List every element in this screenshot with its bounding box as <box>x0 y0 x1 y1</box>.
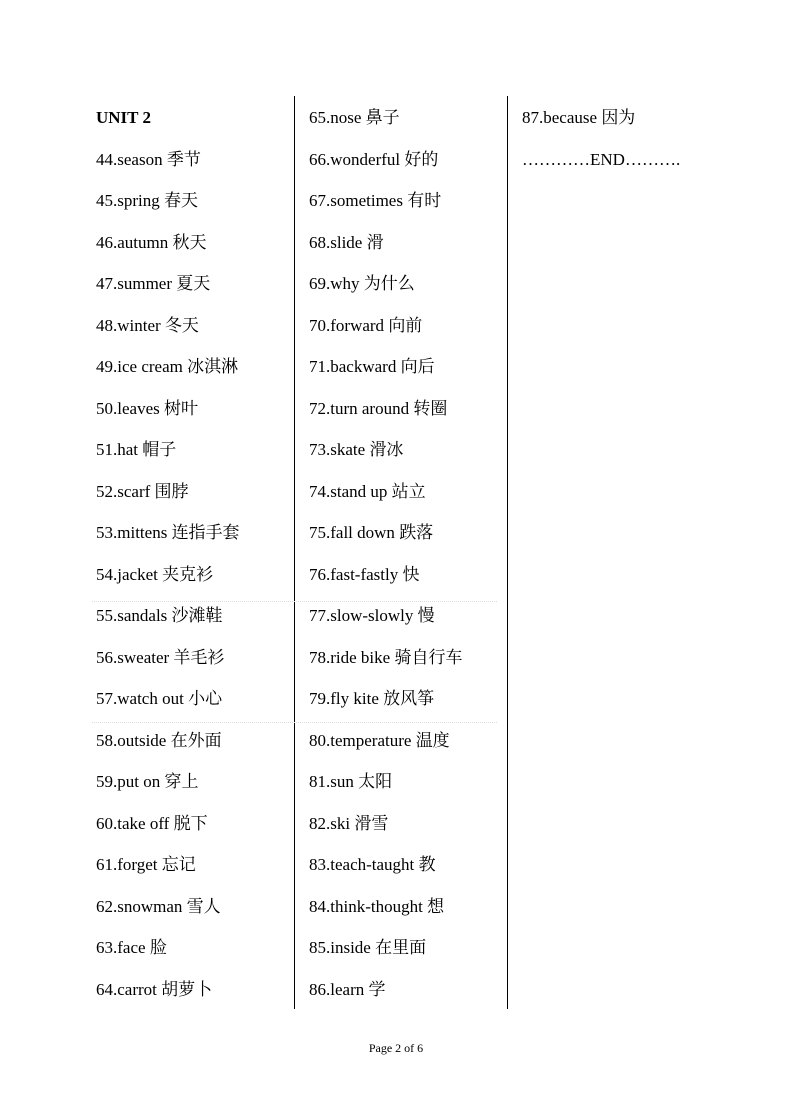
vocab-translation: 太阳 <box>358 772 393 792</box>
vocab-entry <box>96 314 199 338</box>
vocab-word: 82.ski <box>309 813 351 833</box>
vocab-column-1 <box>96 96 292 1009</box>
vocab-translation: 小心 <box>188 689 223 709</box>
vocab-translation: 雪人 <box>186 896 221 917</box>
vocab-word: 71.backward <box>309 357 397 376</box>
vocab-translation: 连指手套 <box>171 523 240 543</box>
vocab-word: 57.watch out <box>96 689 184 708</box>
unit-heading: UNIT 2 <box>96 108 151 127</box>
vocab-entry <box>309 189 441 213</box>
vocab-word: 52.scarf <box>96 481 151 501</box>
vocab-translation: 围脖 <box>154 481 189 502</box>
vocab-translation: 夹克衫 <box>162 564 214 585</box>
vocab-translation: 为什么 <box>363 274 415 294</box>
vocab-entry <box>96 397 198 421</box>
vocab-word: 77.slow-slowly <box>309 606 414 625</box>
vocab-word: 85.inside <box>309 938 371 957</box>
vocab-entry <box>96 729 222 753</box>
vocab-entry <box>96 687 222 711</box>
vocab-word: 73.skate <box>309 440 366 459</box>
vocab-entry <box>309 978 385 1002</box>
vocab-translation: 春天 <box>164 191 198 211</box>
vocab-word: 48.winter <box>96 315 161 335</box>
vocab-column-2 <box>309 96 505 1009</box>
vocab-translation: 在外面 <box>170 730 222 751</box>
vocab-translation: 温度 <box>415 730 450 751</box>
vocab-entry <box>309 272 415 296</box>
vocab-entry <box>96 521 240 545</box>
vocab-translation: 转圈 <box>413 398 448 419</box>
vocab-entry <box>309 148 438 172</box>
vocab-translation: 慢 <box>417 606 435 626</box>
vocab-entry <box>309 646 462 670</box>
vocab-translation: 放风筝 <box>383 689 435 709</box>
vocab-word: 55.sandals <box>96 606 168 625</box>
vocab-translation: 滑冰 <box>369 440 404 460</box>
vocab-translation: 有时 <box>407 191 442 211</box>
vocab-entry <box>309 397 447 421</box>
vocab-entry <box>309 812 388 836</box>
vocab-translation: 教 <box>418 855 436 875</box>
vocab-column-3 <box>522 96 742 1009</box>
end-marker: …………END………. <box>522 149 681 169</box>
vocab-entry <box>309 480 426 504</box>
vocab-word: 84.think-thought <box>309 896 423 916</box>
vocab-entry <box>309 936 426 960</box>
vocab-word: 49.ice cream <box>96 357 183 376</box>
vocab-entry <box>96 480 189 504</box>
vocab-entry <box>309 314 422 338</box>
vocab-entry <box>96 189 198 213</box>
vocab-word: 67.sometimes <box>309 191 403 210</box>
vocab-entry <box>309 895 444 919</box>
vocab-translation: 在里面 <box>375 938 427 958</box>
vocab-translation: 向前 <box>388 315 423 336</box>
vocab-word: 44.season <box>96 149 163 169</box>
vocab-translation: 树叶 <box>163 398 198 419</box>
vocab-word: 83.teach-taught <box>309 855 415 874</box>
vocab-word: 76.fast-fastly <box>309 564 399 584</box>
vocab-word: 59.put on <box>96 772 161 791</box>
vocab-word: 74.stand up <box>309 481 388 501</box>
vocab-entry <box>309 687 434 711</box>
vocab-translation: 冬天 <box>164 315 199 336</box>
vocab-entry <box>96 604 223 628</box>
vocab-entry <box>96 895 221 919</box>
vocab-entry <box>96 812 208 836</box>
vocab-entry <box>96 355 238 379</box>
vocab-entry <box>96 563 213 587</box>
vocab-word: 78.ride bike <box>309 647 391 667</box>
vocab-translation: 跌落 <box>399 523 434 543</box>
vocab-entry <box>309 563 419 587</box>
vocab-entry <box>96 646 224 670</box>
vocab-translation: 滑 <box>366 232 384 253</box>
vocab-entry <box>309 355 435 379</box>
vocab-word: 61.forget <box>96 855 158 874</box>
vocab-entry <box>96 978 212 1002</box>
vocab-word: 47.summer <box>96 274 173 293</box>
vocab-translation: 好的 <box>404 149 439 170</box>
page-number: Page 2 of 6 <box>368 1041 424 1055</box>
vocab-word: 81.sun <box>309 772 354 791</box>
vocab-word: 46.autumn <box>96 232 169 252</box>
vocab-word: 72.turn around <box>309 398 410 418</box>
vocab-word: 86.learn <box>309 979 365 999</box>
vocab-entry <box>96 770 198 794</box>
vocab-entry <box>309 231 384 255</box>
vocab-word: 60.take off <box>96 813 170 833</box>
vocab-translation: 脱下 <box>173 813 208 834</box>
vocab-translation: 滑雪 <box>354 813 389 834</box>
vocab-translation: 胡萝卜 <box>161 979 213 1000</box>
vocab-word: 62.snowman <box>96 896 183 916</box>
vocab-translation: 帽子 <box>142 440 177 460</box>
vocab-translation: 夏天 <box>176 274 211 294</box>
vocab-entry <box>96 936 167 960</box>
vocab-word: 45.spring <box>96 191 160 210</box>
vocab-word: 64.carrot <box>96 979 157 999</box>
vocab-word: 53.mittens <box>96 523 168 542</box>
vocab-entry <box>309 729 450 753</box>
vocab-translation: 冰淇淋 <box>187 357 239 377</box>
vocab-translation: 想 <box>427 896 445 917</box>
vocab-translation: 学 <box>368 979 386 1000</box>
vocab-word: 63.face <box>96 938 146 957</box>
vocab-entry <box>96 438 176 462</box>
vocab-word: 58.outside <box>96 730 167 750</box>
vocab-word: 56.sweater <box>96 647 170 667</box>
vocab-translation: 羊毛衫 <box>173 647 225 668</box>
vocab-entry <box>96 272 210 296</box>
vocab-word: 79.fly kite <box>309 689 379 708</box>
vocab-translation: 秋天 <box>172 232 207 253</box>
vocab-entry <box>309 770 392 794</box>
vocab-word: 50.leaves <box>96 398 160 418</box>
vocab-translation: 脸 <box>149 938 167 958</box>
vocab-word: 54.jacket <box>96 564 158 584</box>
vocab-translation: 忘记 <box>161 855 196 875</box>
vocab-word: 68.slide <box>309 232 363 252</box>
vocab-entry <box>96 148 201 172</box>
vocab-word: 70.forward <box>309 315 385 335</box>
vocab-word: 51.hat <box>96 440 139 459</box>
vocab-entry <box>309 438 403 462</box>
vocab-entry <box>309 853 436 877</box>
column-divider-left <box>294 96 295 1009</box>
vocab-entry <box>309 106 400 130</box>
vocab-word: 69.why <box>309 274 360 293</box>
vocab-translation: 因为 <box>601 108 636 128</box>
vocab-translation: 快 <box>402 564 420 585</box>
vocab-word: 87.because <box>522 108 598 127</box>
column-divider-right <box>507 96 508 1009</box>
vocab-translation: 穿上 <box>164 772 199 792</box>
vocab-translation: 沙滩鞋 <box>171 606 223 626</box>
vocab-entry <box>309 604 435 628</box>
vocab-translation: 向后 <box>400 357 435 377</box>
vocab-entry <box>522 106 635 130</box>
vocab-word: 75.fall down <box>309 523 395 542</box>
vocab-entry <box>309 521 433 545</box>
vocab-entry <box>96 231 207 255</box>
vocab-word: 80.temperature <box>309 730 412 750</box>
vocab-word: 65.nose <box>309 108 362 127</box>
vocab-translation: 站立 <box>391 481 426 502</box>
vocab-translation: 鼻子 <box>365 108 400 128</box>
vocab-translation: 季节 <box>166 149 201 170</box>
vocab-translation: 骑自行车 <box>394 647 463 668</box>
vocab-word: 66.wonderful <box>309 149 401 169</box>
vocab-entry <box>96 853 196 877</box>
